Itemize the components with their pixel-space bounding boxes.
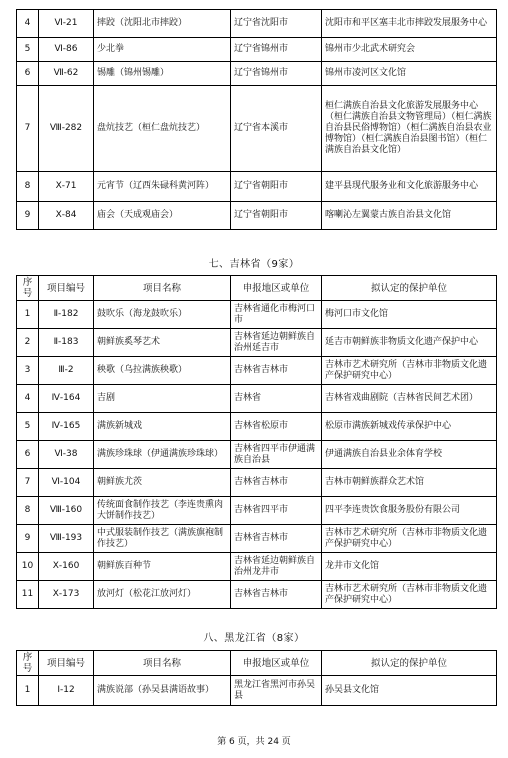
cell-region: 吉林省四平市 [231, 497, 322, 525]
cell-name: 中式服装制作技艺（满族旗袍制作技艺） [94, 525, 231, 553]
cell-unit: 吉林市艺术研究所（吉林市非物质文化遗产保护研究中心） [322, 357, 497, 385]
cell-no: 6 [17, 62, 39, 86]
cell-code: Ⅵ-86 [39, 38, 94, 62]
table-row [17, 172, 497, 202]
cell-code: Ⅵ-21 [39, 10, 94, 38]
cell-name: 锡雕（锦州锡雕） [94, 62, 231, 86]
cell-name: 满族说部（孙吴县满语故事） [94, 676, 231, 706]
cell-name: 庙会（天成观庙会） [94, 202, 231, 230]
cell-region: 吉林省吉林市 [231, 581, 322, 609]
cell-region: 吉林省延边朝鲜族自治州龙井市 [231, 553, 322, 581]
cell-region: 辽宁省本溪市 [231, 86, 322, 172]
table-row [17, 525, 497, 553]
cell-code: Ⅰ-12 [39, 676, 94, 706]
cell-region: 黑龙江省黑河市孙吴县 [231, 676, 322, 706]
header-code: 项目编号 [39, 276, 94, 301]
header-unit: 拟认定的保护单位 [322, 651, 497, 676]
table-row [17, 301, 497, 329]
cell-no: 4 [17, 10, 39, 38]
cell-code: Ⅱ-183 [39, 329, 94, 357]
cell-name: 朝鲜族尤茨 [94, 469, 231, 497]
header-name: 项目名称 [94, 276, 231, 301]
cell-unit: 梅河口市文化馆 [322, 301, 497, 329]
cell-name: 元宵节（辽西朱碌科黄河阵） [94, 172, 231, 202]
cell-no: 9 [17, 202, 39, 230]
cell-unit: 四平李连贵饮食服务股份有限公司 [322, 497, 497, 525]
header-code: 项目编号 [39, 651, 94, 676]
table-row [17, 553, 497, 581]
cell-name: 朝鲜族百种节 [94, 553, 231, 581]
cell-no: 3 [17, 357, 39, 385]
table-row [17, 413, 497, 441]
table-row [17, 469, 497, 497]
table-row [17, 202, 497, 230]
cell-code: Ⅹ-160 [39, 553, 94, 581]
cell-no: 5 [17, 413, 39, 441]
cell-no: 5 [17, 38, 39, 62]
cell-no: 11 [17, 581, 39, 609]
cell-unit: 延吉市朝鲜族非物质文化遗产保护中心 [322, 329, 497, 357]
cell-no: 10 [17, 553, 39, 581]
cell-code: Ⅹ-71 [39, 172, 94, 202]
cell-code: Ⅵ-104 [39, 469, 94, 497]
cell-code: Ⅶ-62 [39, 62, 94, 86]
cell-unit: 沈阳市和平区塞丰北市摔跤发展服务中心 [322, 10, 497, 38]
cell-region: 吉林省延边朝鲜族自治州延吉市 [231, 329, 322, 357]
cell-code: Ⅳ-165 [39, 413, 94, 441]
cell-unit: 建平县现代服务业和文化旅游服务中心 [322, 172, 497, 202]
cell-name: 满族新城戏 [94, 413, 231, 441]
table-row [17, 676, 497, 706]
cell-unit: 吉林省戏曲剧院（吉林省民间艺术团） [322, 385, 497, 413]
header-region: 申报地区或单位 [231, 276, 322, 301]
cell-name: 盘炕技艺（桓仁盘炕技艺） [94, 86, 231, 172]
table-row [17, 357, 497, 385]
header-name: 项目名称 [94, 651, 231, 676]
cell-code: Ⅲ-2 [39, 357, 94, 385]
cell-unit: 桓仁满族自治县文化旅游发展服务中心（桓仁满族自治县文物管理局）（桓仁满族自治县民俗博物馆）（桓仁满族自治县农业博物馆）（桓仁满族自治县图书馆）（桓仁满族自治县文化馆） [322, 86, 497, 172]
cell-unit: 松原市满族新城戏传承保护中心 [322, 413, 497, 441]
cell-region: 辽宁省锦州市 [231, 62, 322, 86]
cell-name: 满族珍珠球（伊通满族珍珠球） [94, 441, 231, 469]
page-footer: 第 6 页，共 24 页 [217, 737, 291, 747]
cell-unit: 吉林市艺术研究所（吉林市非物质文化遗产保护研究中心） [322, 581, 497, 609]
cell-unit: 喀喇沁左翼蒙古族自治县文化馆 [322, 202, 497, 230]
cell-code: Ⅷ-193 [39, 525, 94, 553]
cell-region: 辽宁省锦州市 [231, 38, 322, 62]
cell-unit: 锦州市少北武术研究会 [322, 38, 497, 62]
cell-region: 辽宁省朝阳市 [231, 202, 322, 230]
cell-name: 鼓吹乐（海龙鼓吹乐） [94, 301, 231, 329]
cell-unit: 吉林市朝鲜族群众艺术馆 [322, 469, 497, 497]
cell-unit: 吉林市艺术研究所（吉林市非物质文化遗产保护研究中心） [322, 525, 497, 553]
cell-no: 2 [17, 329, 39, 357]
cell-name: 朝鲜族奚琴艺术 [94, 329, 231, 357]
table-row [17, 10, 497, 38]
table-row [17, 385, 497, 413]
table-row [17, 581, 497, 609]
cell-code: Ⅷ-160 [39, 497, 94, 525]
cell-no: 8 [17, 497, 39, 525]
cell-no: 1 [17, 301, 39, 329]
cell-code: Ⅱ-182 [39, 301, 94, 329]
cell-unit: 龙井市文化馆 [322, 553, 497, 581]
cell-unit: 伊通满族自治县业余体育学校 [322, 441, 497, 469]
cell-region: 辽宁省沈阳市 [231, 10, 322, 38]
cell-region: 吉林省吉林市 [231, 357, 322, 385]
cell-region: 辽宁省朝阳市 [231, 172, 322, 202]
header-no: 序号 [17, 276, 39, 301]
jilin-table [16, 275, 497, 609]
header-no: 序号 [17, 651, 39, 676]
table-row [17, 329, 497, 357]
cell-code: Ⅵ-38 [39, 441, 94, 469]
cell-code: Ⅹ-173 [39, 581, 94, 609]
cell-region: 吉林省松原市 [231, 413, 322, 441]
header-unit: 拟认定的保护单位 [322, 276, 497, 301]
cell-name: 吉剧 [94, 385, 231, 413]
cell-region: 吉林省四平市伊通满族自治县 [231, 441, 322, 469]
cell-no: 4 [17, 385, 39, 413]
section-title-heilongjiang: 八、黑龙江省（8家） [203, 633, 305, 644]
table-row [17, 62, 497, 86]
table-row [17, 38, 497, 62]
cell-region: 吉林省通化市梅河口市 [231, 301, 322, 329]
section-title-jilin: 七、吉林省（9家） [208, 259, 300, 270]
cell-no: 6 [17, 441, 39, 469]
cell-unit: 锦州市凌河区文化馆 [322, 62, 497, 86]
cell-no: 9 [17, 525, 39, 553]
cell-no: 7 [17, 86, 39, 172]
cell-unit: 孙吴县文化馆 [322, 676, 497, 706]
liaoning-table [16, 9, 497, 230]
cell-name: 少北拳 [94, 38, 231, 62]
cell-code: Ⅷ-282 [39, 86, 94, 172]
table-header-row [17, 276, 497, 301]
cell-code: Ⅳ-164 [39, 385, 94, 413]
cell-name: 秧歌（乌拉满族秧歌） [94, 357, 231, 385]
cell-no: 1 [17, 676, 39, 706]
table-row [17, 441, 497, 469]
table-row [17, 497, 497, 525]
cell-region: 吉林省 [231, 385, 322, 413]
cell-no: 8 [17, 172, 39, 202]
cell-region: 吉林省吉林市 [231, 469, 322, 497]
cell-region: 吉林省吉林市 [231, 525, 322, 553]
table-header-row [17, 651, 497, 676]
cell-code: Ⅹ-84 [39, 202, 94, 230]
cell-name: 摔跤（沈阳北市摔跤） [94, 10, 231, 38]
cell-name: 传统面食制作技艺（李连贵熏肉大饼制作技艺） [94, 497, 231, 525]
header-region: 申报地区或单位 [231, 651, 322, 676]
heilongjiang-table [16, 650, 497, 706]
cell-no: 7 [17, 469, 39, 497]
cell-name: 放河灯（松花江放河灯） [94, 581, 231, 609]
table-row [17, 86, 497, 172]
